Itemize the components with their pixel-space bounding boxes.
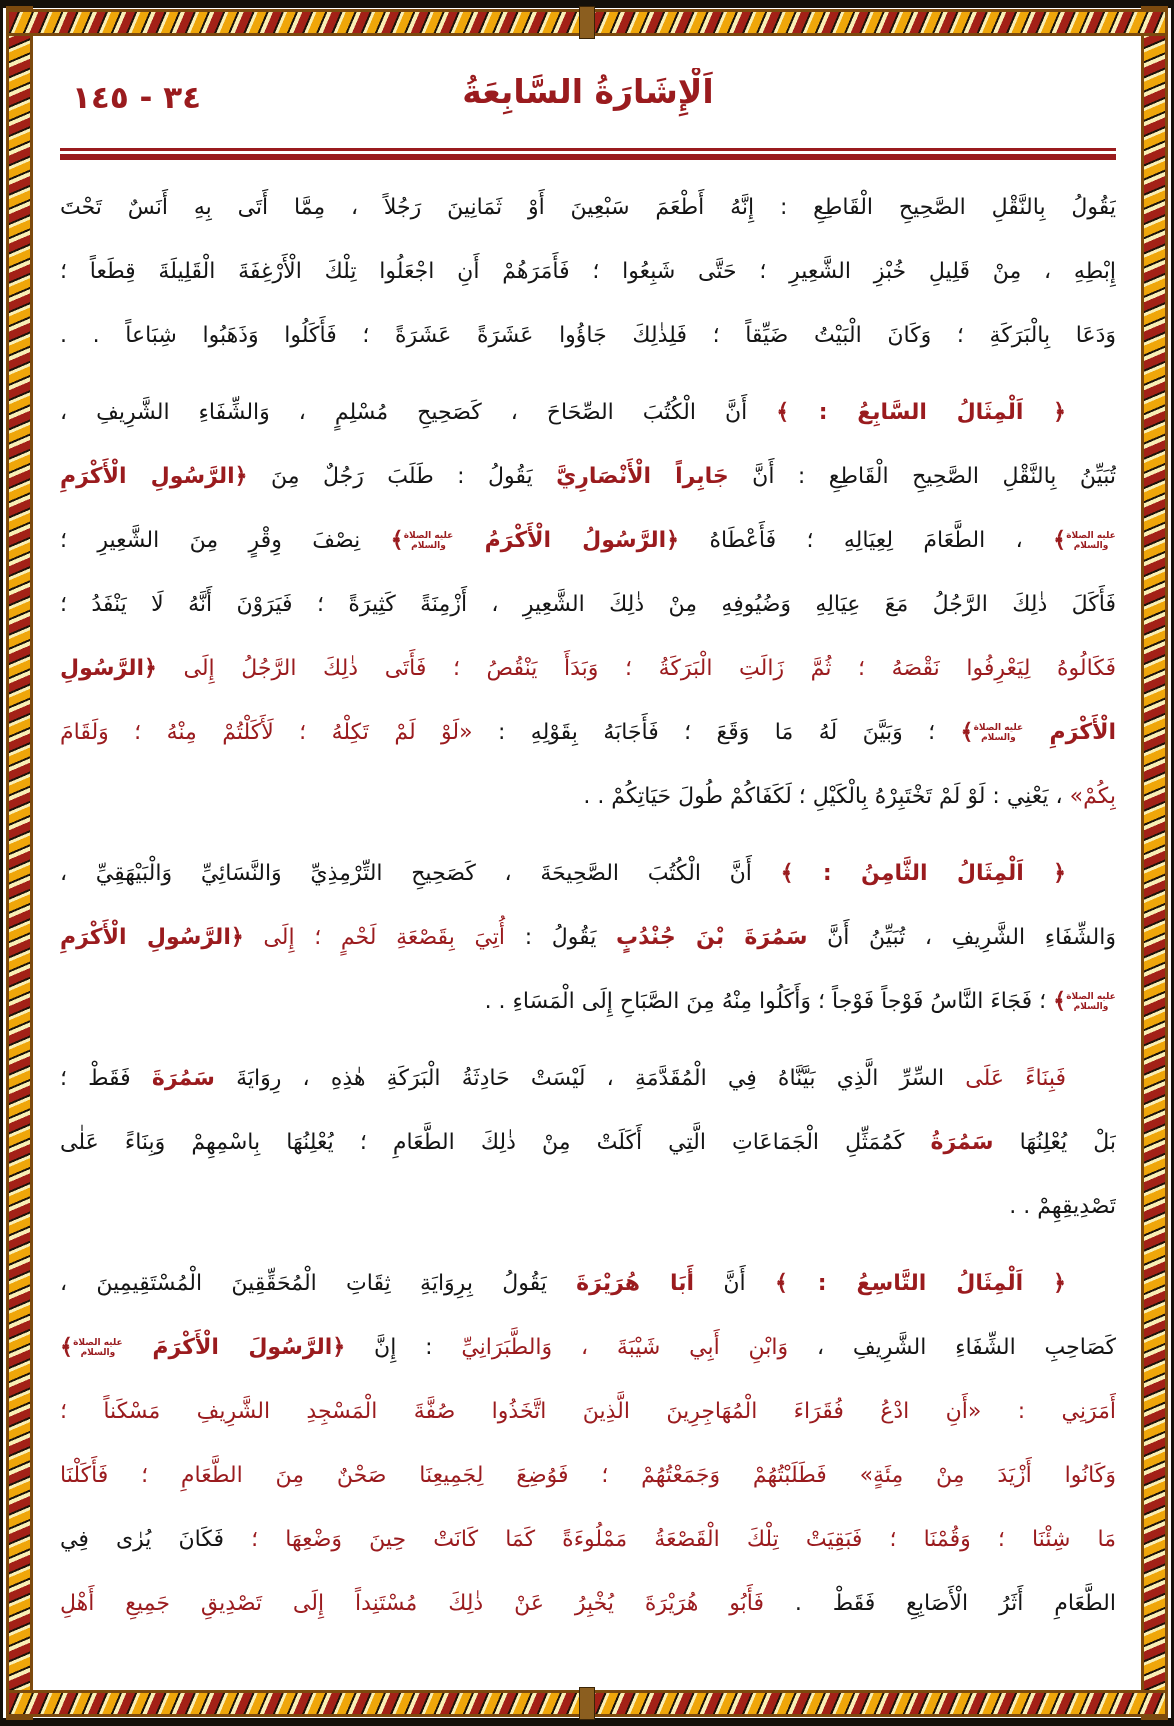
text-segment: ﴾ xyxy=(960,720,974,745)
pbuh-calligraphy-mark: عليه الصلاة والسلام xyxy=(1066,991,1116,1012)
text-segment: ﴿الرَّسُولِ xyxy=(60,656,157,681)
text-segment: أَبَا هُرَيْرَةَ xyxy=(576,1271,695,1296)
text-line xyxy=(60,509,1116,573)
page-content xyxy=(60,68,1116,1678)
text-segment: السِّرِّ الَّذِي بَيَّنَّاهُ فِي الْمُقَدَّمَةِ ، لَيْسَتْ حَادِثَةُ الْبَرَكَةِ هٰذِهِ ، رِوَايَةَ xyxy=(214,1066,966,1091)
text-segment: أَمَرَنِي : «أَنِ ادْعُ فُقَرَاءَ الْمُهَاجِرِينَ الَّذِينَ اتَّخَذُوا صُفَّةَ الْمَسْجِدِ الشَّرِيفِ مَسْكَناً ؛ xyxy=(60,1399,1116,1424)
text-segment: أَنَّ الْكُتُبَ الصِّحَاحَ ، كَصَحِيحِ مُسْلِمٍ ، وَالشِّفَاءِ الشَّرِيفِ ، xyxy=(60,400,777,425)
frame-connector-top xyxy=(579,6,595,39)
text-segment: ، يَعْنِي : لَوْ لَمْ تَخْتَبِرْهُ بِالْكَيْلِ ؛ لَكَفَاكُمْ طُولَ حَيَاتِكُمْ . . xyxy=(583,784,1070,809)
text-segment: ﴾ xyxy=(1053,528,1067,553)
text-segment: ؛ وَبَيَّنَ لَهُ مَا وَقَعَ ؛ فَأَجَابَهُ بِقَوْلِهِ : xyxy=(472,720,961,745)
text-line xyxy=(60,240,1116,304)
text-segment: يَقُولُ بِالنَّقْلِ الصَّحِيحِ الْقَاطِعِ : إِنَّهُ أَطْعَمَ سَبْعِينَ أَوْ ثَمَانِينَ رَجُلاً ، مِمَّا أَتَى بِهِ أَنَسٌ تَحْتَ xyxy=(60,195,1116,220)
text-segment: «لَوْ لَمْ تَكِلْهُ ؛ لَأَكَلْتُمْ مِنْهُ ؛ وَلَقَامَ xyxy=(60,720,473,745)
text-line xyxy=(60,1047,1116,1111)
text-segment: مَا شِئْنَا ؛ وَقُمْنَا ؛ فَبَقِيَتْ تِلْكَ الْقَصْعَةُ مَمْلُوءَةً كَمَا كَانَتْ حِينَ وَضْعِهَا ؛ xyxy=(224,1527,1116,1552)
text-segment: أُتِيَ بِقَصْعَةِ لَحْمٍ ؛ إِلَى xyxy=(243,925,506,950)
text-segment: ﴾ xyxy=(390,528,404,553)
body-text xyxy=(60,176,1116,1636)
paragraph-4 xyxy=(60,1047,1116,1239)
paragraph-2 xyxy=(60,381,1116,829)
text-segment: فَأَبُو هُرَيْرَةَ يُخْبِرُ عَنْ ذٰلِكَ مُسْتَنِداً إِلَى تَصْدِيقِ جَمِيعِ أَهْلِ xyxy=(60,1591,764,1616)
text-line xyxy=(60,765,1116,829)
text-segment: سَمُرَةَ xyxy=(151,1066,215,1091)
text-segment: كَمُمَثِّلِ الْجَمَاعَاتِ الَّتِي أَكَلَتْ مِنْ ذٰلِكَ الطَّعَامِ ؛ يُعْلِنُهَا بِاسْمِهِمْ وَبِنَاءً عَلٰى xyxy=(60,1130,931,1155)
text-segment: ﴿الرَّسُولَ الْأَكْرَمَ xyxy=(122,1335,346,1360)
pbuh-calligraphy-mark: عليه الصلاة والسلام xyxy=(403,530,454,551)
text-line xyxy=(60,381,1116,445)
text-segment: ﴾ xyxy=(60,1335,73,1360)
text-line xyxy=(60,1572,1116,1636)
text-segment: أَنَّ الْكُتُبَ الصَّحِيحَةَ ، كَصَحِيحِ التِّرْمِذِيِّ وَالنَّسَائِيِّ وَالْبَيْهَقِيِّ ، xyxy=(60,861,781,886)
text-line xyxy=(60,842,1116,906)
text-line xyxy=(60,573,1116,637)
text-segment: يَقُولُ بِرِوَايَةِ ثِقَاتِ الْمُحَقِّقِينَ الْمُسْتَقِيمِينَ ، xyxy=(60,1271,577,1296)
text-segment: بِكُمْ» xyxy=(1069,784,1116,809)
page-title: اَلْإِشَارَةُ السَّابِعَةُ xyxy=(462,72,714,111)
text-segment: ، الطَّعَامَ لِعِيَالِهِ ؛ فَأَعْطَاهُ xyxy=(679,528,1054,553)
frame-connector-bottom xyxy=(579,1687,595,1720)
text-segment: ﴿ اَلْمِثَالُ الثَّامِنُ : ﴾ xyxy=(780,861,1067,886)
text-segment: ﴿ اَلْمِثَالُ السَّابِعُ : ﴾ xyxy=(776,400,1066,425)
text-segment: سَمُرَةُ xyxy=(930,1130,994,1155)
text-segment: تَصْدِيقِهِمْ . . xyxy=(1009,1194,1116,1219)
text-segment: فَبِنَاءً عَلَى xyxy=(965,1066,1066,1091)
text-line xyxy=(60,1508,1116,1572)
text-line xyxy=(60,1175,1116,1239)
text-segment: يَقُولُ : xyxy=(505,925,617,950)
paragraph-3 xyxy=(60,842,1116,1034)
text-segment: ﴿الرَّسُولِ الْأَكْرَمِ xyxy=(60,464,248,489)
text-line xyxy=(60,176,1116,240)
text-segment: فَكَانَ يُرٰى فِي xyxy=(60,1527,225,1552)
text-segment: بَلْ يُعْلِنُهَا xyxy=(993,1130,1116,1155)
header-divider-thin-line xyxy=(60,148,1116,151)
text-line xyxy=(60,1111,1116,1175)
text-line xyxy=(60,445,1116,509)
text-line xyxy=(60,701,1116,765)
header-divider xyxy=(60,148,1116,160)
text-segment: وَالشِّفَاءِ الشَّرِيفِ ، تُبَيِّنُ أَنَّ xyxy=(807,925,1116,950)
text-segment: سَمُرَةَ بْنَ جُنْدُبٍ xyxy=(616,925,808,950)
text-line xyxy=(60,637,1116,701)
text-segment: وَابْنِ أَبِي شَيْبَةَ ، وَالطَّبَرَانِيِّ xyxy=(461,1335,789,1360)
page-number: ٣٤ - ١٤٥ xyxy=(72,80,202,116)
text-segment: ﴿الرَّسُولِ الْأَكْرَمِ xyxy=(60,925,244,950)
pbuh-calligraphy-mark: عليه الصلاة والسلام xyxy=(973,722,1024,743)
text-segment: يَقُولُ : طَلَبَ رَجُلٌ مِنَ xyxy=(247,464,557,489)
header-divider-thick-line xyxy=(60,154,1116,160)
text-line xyxy=(60,970,1116,1034)
text-segment: الْأَكْرَمِ xyxy=(1023,720,1116,745)
text-segment: وَكَانُوا أَزْيَدَ مِنْ مِئَةٍ» فَطَلَبْتُهُمْ وَجَمَعْتُهُمْ ؛ فَوُضِعَ لِجَمِيعِنَا صَحْنٌ مِنَ الطَّعَامِ ؛ فَأَكَلْنَا xyxy=(60,1463,1116,1488)
text-segment: ﴿الرَّسُولُ الْأَكْرَمُ xyxy=(453,528,680,553)
page-header xyxy=(60,68,1116,132)
text-segment: فَأَكَلَ ذٰلِكَ الرَّجُلُ مَعَ عِيَالِهِ وَضُيُوفِهِ مِنْ ذٰلِكَ الشَّعِيرِ ، أَزْمِنَةً كَثِيرَةً ؛ فَيَرَوْنَ أَنَّهُ لَا يَنْفَدُ ؛ xyxy=(60,592,1116,617)
text-segment: تُبَيِّنُ بِالنَّقْلِ الصَّحِيحِ الْقَاطِعِ : أَنَّ xyxy=(728,464,1116,489)
text-segment: فَكَالُوهُ لِيَعْرِفُوا نَقْصَهُ ؛ ثُمَّ زَالَتِ الْبَرَكَةُ ؛ وَبَدَأَ يَنْقُصُ ؛ فَأَتَى ذٰلِكَ الرَّجُلُ إِلَى xyxy=(156,656,1116,681)
text-segment: أَنَّ xyxy=(694,1271,775,1296)
pbuh-calligraphy-mark: عليه الصلاة والسلام xyxy=(73,1337,123,1358)
text-segment: ﴾ xyxy=(1053,989,1066,1014)
text-line xyxy=(60,1316,1116,1380)
text-line xyxy=(60,1444,1116,1508)
frame-outer-bar-left xyxy=(0,8,3,1718)
text-segment: وَدَعَا بِالْبَرَكَةِ ؛ وَكَانَ الْبَيْتُ ضَيِّقاً ؛ فَلِذٰلِكَ جَاؤُوا عَشَرَةً عَشَرَةً ؛ فَأَكَلُوا وَذَهَبُوا شِبَاعاً . . xyxy=(60,323,1116,348)
text-segment: جَابِراً الْأَنْصَارِيَّ xyxy=(556,464,729,489)
frame-chain-left xyxy=(6,6,33,1720)
text-line xyxy=(60,1252,1116,1316)
pbuh-calligraphy-mark: عليه الصلاة والسلام xyxy=(1066,530,1116,551)
paragraph-5 xyxy=(60,1252,1116,1636)
text-segment: : إِنَّ xyxy=(345,1335,462,1360)
text-line xyxy=(60,906,1116,970)
frame-chain-right xyxy=(1141,6,1168,1720)
text-line xyxy=(60,304,1116,368)
text-line xyxy=(60,1380,1116,1444)
text-segment: إِبْطِهِ ، مِنْ قَلِيلِ خُبْزِ الشَّعِيرِ ؛ حَتَّى شَبِعُوا ؛ فَأَمَرَهُمْ أَنِ اجْعَلُوا تِلْكَ الْأَرْغِفَةَ الْقَلِيلَةَ قِطَعاً ؛ xyxy=(60,259,1116,284)
text-segment: الطَّعَامِ أَثَرُ الْأَصَابِعِ فَقَطْ . xyxy=(764,1591,1116,1616)
text-segment: ؛ فَجَاءَ النَّاسُ فَوْجاً فَوْجاً ؛ وَأَكَلُوا مِنْهُ مِنَ الصَّبَاحِ إِلَى الْمَسَاءِ . . xyxy=(484,989,1054,1014)
text-segment: ﴿ اَلْمِثَالُ التَّاسِعُ : ﴾ xyxy=(774,1271,1066,1296)
paragraph-1 xyxy=(60,176,1116,368)
text-segment: كَصَاحِبِ الشِّفَاءِ الشَّرِيفِ ، xyxy=(788,1335,1116,1360)
text-segment: نِصْفَ وِقْرٍ مِنَ الشَّعِيرِ ؛ xyxy=(60,528,391,553)
text-segment: فَقَطْ ؛ xyxy=(60,1066,152,1091)
